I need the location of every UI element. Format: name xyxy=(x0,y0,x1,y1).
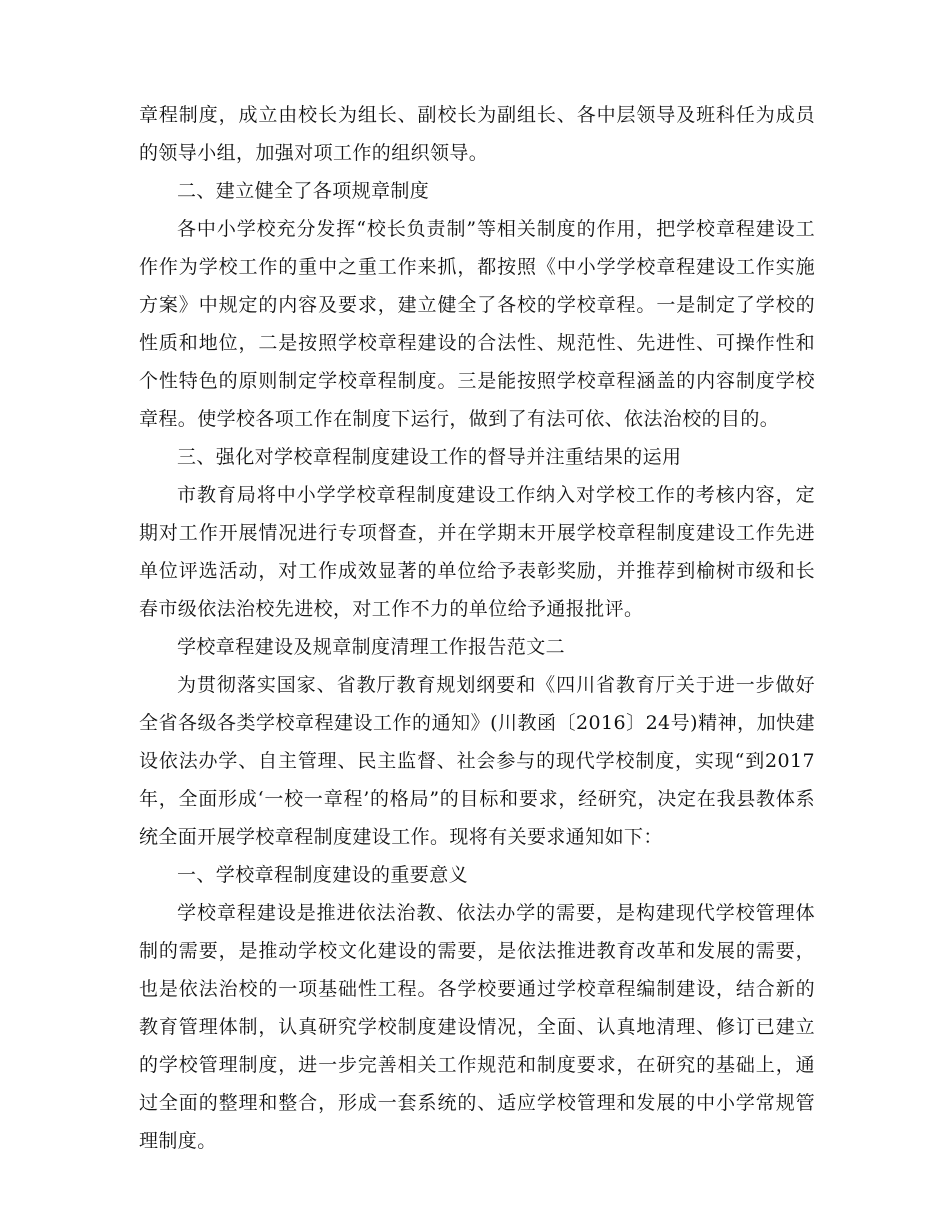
paragraph-supervision: 市教育局将中小学学校章程制度建设工作纳入对学校工作的考核内容，定期对工作开展情况进行专项督查，并在学期末开展学校章程制度建设工作先进单位评选活动，对工作成效显著的单位给予表彰奖励，并推荐到榆树市级和长春市级依法治校先进校，对工作不力的单位给予通报批评。 xyxy=(139,484,815,620)
paragraph-continuation: 章程制度，成立由校长为组长、副校长为副组长、各中层领导及班科任为成员的领导小组，加强对项工作的组织领导。 xyxy=(139,104,815,164)
paragraph-rules-system: 各中小学校充分发挥“校长负责制”等相关制度的作用，把学校章程建设工作作为学校工作的重中之重工作来抓，都按照《中小学学校章程建设工作实施方案》中规定的内容及要求，建立健全了各校的学校章程。一是制定了学校的性质和地位，二是按照学校章程建设的合法性、规范性、先进性、可操作性和个性特色的原则制定学校章程制度。三是能按照学校章程涵盖的内容制度学校章程。使学校各项工作在制度下运行，做到了有法可依、依法治校的目的。 xyxy=(139,218,815,430)
document-body xyxy=(139,96,815,1160)
paragraph-importance: 学校章程建设是推进依法治教、依法办学的需要，是构建现代学校管理体制的需要，是推动学校文化建设的需要，是依法推进教育改革和发展的需要，也是依法治校的一项基础性工程。各学校要通过学校章程编制建设，结合新的教育管理体制，认真研究学校制度建设情况，全面、认真地清理、修订已建立的学校管理制度，进一步完善相关工作规范和制度要求，在研究的基础上，通过全面的整理和整合，形成一套系统的、适应学校管理和发展的中小学常规管理制度。 xyxy=(139,902,815,1152)
section-heading-1: 一、学校章程制度建设的重要意义 xyxy=(177,864,469,886)
section-heading-2: 二、建立健全了各项规章制度 xyxy=(177,180,430,202)
paragraph-notice-intro: 为贯彻落实国家、省教厅教育规划纲要和《四川省教育厅关于进一步做好全省各级各类学校章程建设工作的通知》(川教函〔2016〕24号)精神，加快建设依法办学、自主管理、民主监督、社会参与的现代学校制度，实现“到2017年，全面形成‘一校一章程’的格局”的目标和要求，经研究，决定在我县教体系统全面开展学校章程制度建设工作。现将有关要求通知如下： xyxy=(139,674,815,848)
document-subtitle: 学校章程建设及规章制度清理工作报告范文二 xyxy=(177,636,566,658)
section-heading-3: 三、强化对学校章程制度建设工作的督导并注重结果的运用 xyxy=(177,446,682,468)
